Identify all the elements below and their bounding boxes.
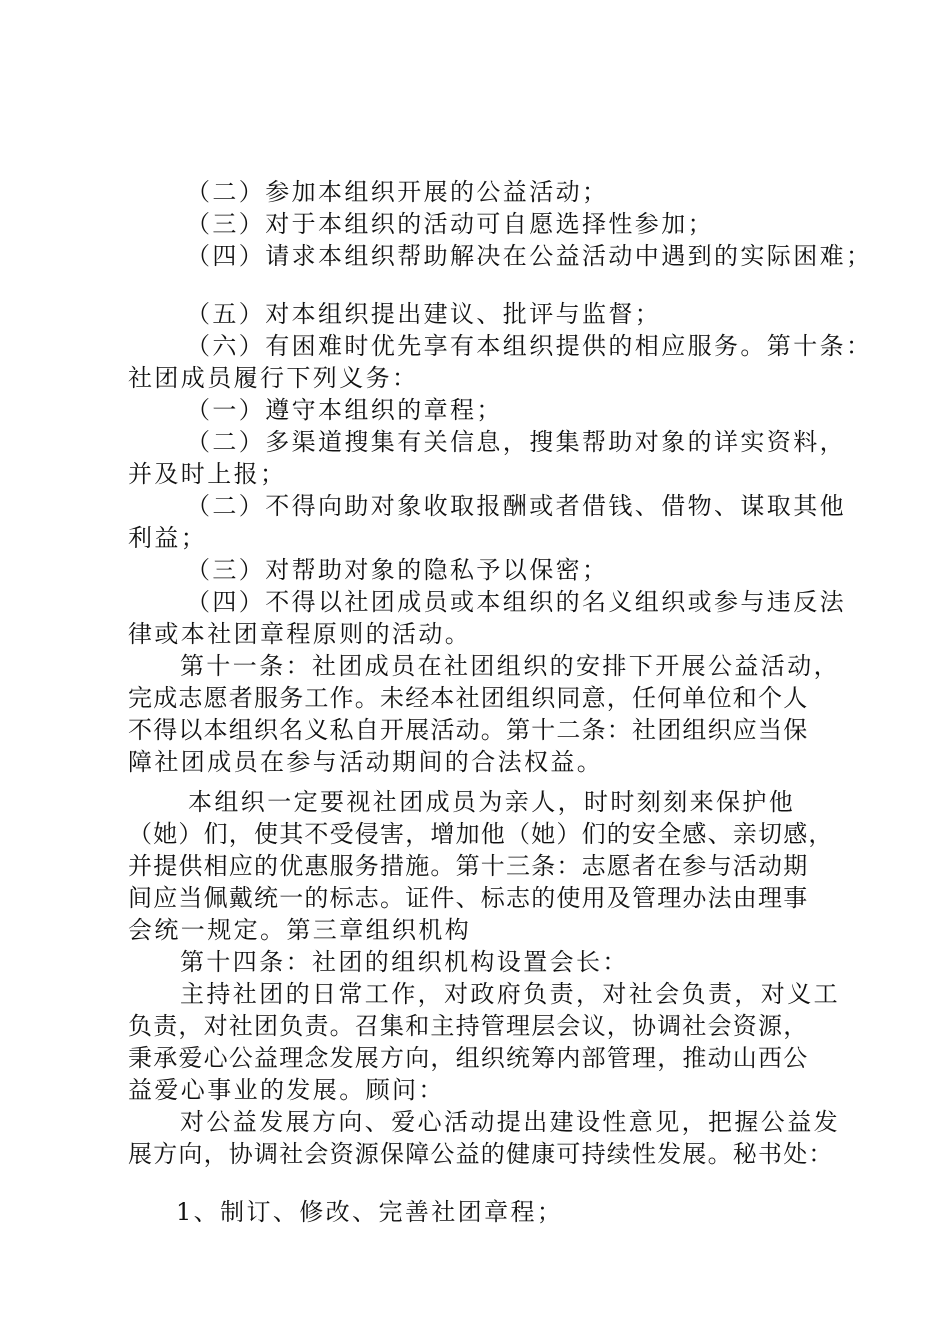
text-line: 秉承爱心公益理念发展方向，组织统筹内部管理，推动山西公	[128, 1044, 809, 1072]
text-line: 本组织一定要视社团成员为亲人，时时刻刻来保护他	[188, 788, 796, 816]
text-line: 会统一规定。第三章组织机构	[128, 916, 472, 944]
text-line: （五）对本组织提出建议、批评与监督；	[186, 300, 662, 328]
text-line: 利益；	[128, 524, 208, 552]
text-line: （二）多渠道搜集有关信息，搜集帮助对象的详实资料，	[186, 428, 846, 456]
text-line: 障社团成员在参与活动期间的合法权益。	[128, 748, 604, 776]
text-line: 并提供相应的优惠服务措施。第十三条：志愿者在参与活动期	[128, 852, 809, 880]
text-line: 主持社团的日常工作，对政府负责，对社会负责，对义工	[180, 980, 840, 1008]
text-line: （二）参加本组织开展的公益活动；	[186, 178, 609, 206]
text-line: 不得以本组织名义私自开展活动。第十二条：社团组织应当保	[128, 716, 809, 744]
text-line: （二）不得向助对象收取报酬或者借钱、借物、谋取其他	[186, 492, 846, 520]
text-line: 第十四条：社团的组织机构设置会长：	[180, 948, 629, 976]
text-line: 完成志愿者服务工作。未经本社团组织同意，任何单位和个人	[128, 684, 809, 712]
text-line: 展方向，协调社会资源保障公益的健康可持续性发展。秘书处：	[128, 1140, 834, 1168]
text-line: 社团成员履行下列义务：	[128, 364, 419, 392]
text-line: 律或本社团章程原则的活动。	[128, 620, 472, 648]
text-line: 间应当佩戴统一的标志。证件、标志的使用及管理办法由理事	[128, 884, 809, 912]
text-line: （三）对帮助对象的隐私予以保密；	[186, 556, 609, 584]
text-line: 对公益发展方向、爱心活动提出建设性意见，把握公益发	[180, 1108, 840, 1136]
text-line: （六）有困难时优先享有本组织提供的相应服务。第十条：	[186, 332, 873, 360]
text-line: （四）请求本组织帮助解决在公益活动中遇到的实际困难；	[186, 242, 873, 270]
text-line: （一）遵守本组织的章程；	[186, 396, 503, 424]
text-line: （三）对于本组织的活动可自愿选择性参加；	[186, 210, 714, 238]
text-line: 第十一条：社团成员在社团组织的安排下开展公益活动，	[180, 652, 840, 680]
text-line: 益爱心事业的发展。顾问：	[128, 1076, 445, 1104]
text-line: （四）不得以社团成员或本组织的名义组织或参与违反法	[186, 588, 846, 616]
text-line: 并及时上报；	[128, 460, 287, 488]
text-line: 1、制订、修改、完善社团章程；	[176, 1198, 564, 1226]
text-line: 负责，对社团负责。召集和主持管理层会议，协调社会资源，	[128, 1012, 809, 1040]
text-line: （她）们，使其不受侵害，增加他（她）们的安全感、亲切感，	[128, 820, 834, 848]
